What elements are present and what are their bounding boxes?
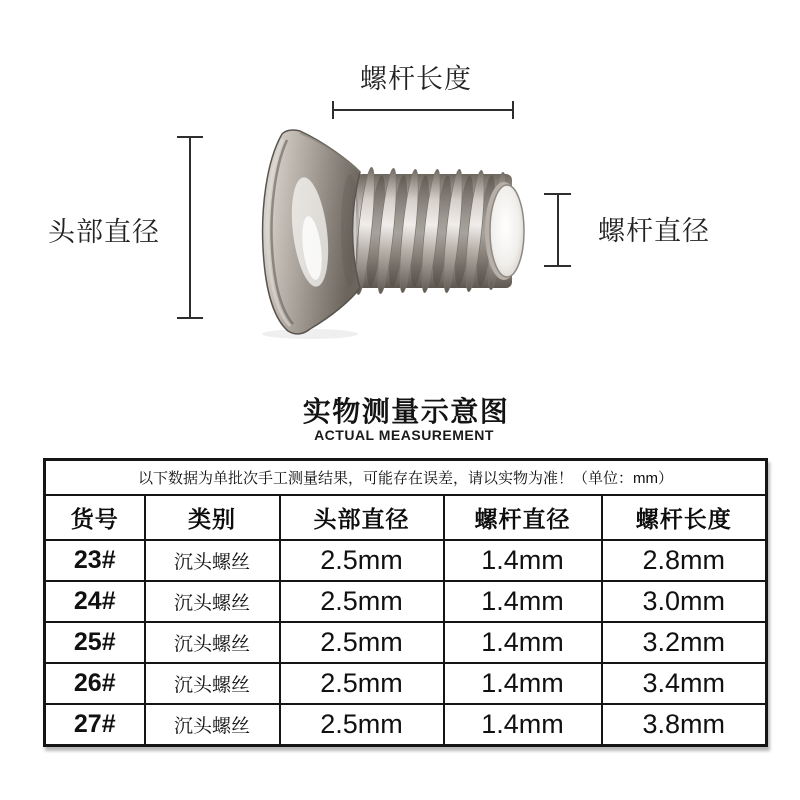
cell-rod-diameter: 1.4mm (444, 540, 602, 581)
cell-head-diameter: 2.5mm (280, 704, 444, 746)
column-header-item-no: 货号 (45, 495, 145, 540)
column-header-rod-diameter: 螺杆直径 (444, 495, 602, 540)
head-diameter-dim-tick-top (177, 136, 203, 138)
cell-category: 沉头螺丝 (145, 704, 280, 746)
head-diameter-dim-tick-bottom (177, 317, 203, 319)
rod-diameter-label: 螺杆直径 (598, 216, 710, 246)
screw-length-dim-tick-left (332, 101, 334, 119)
measurement-table (43, 458, 768, 747)
head-diameter-label: 头部直径 (48, 217, 160, 247)
cell-item-no: 24# (45, 581, 145, 622)
page-title: 实物测量示意图 (302, 396, 510, 427)
note-row (45, 460, 767, 496)
header-row (45, 495, 767, 540)
cell-rod-diameter: 1.4mm (444, 622, 602, 663)
page-subtitle: ACTUAL MEASUREMENT (314, 427, 494, 443)
cell-item-no: 27# (45, 704, 145, 746)
screw-head (263, 130, 360, 334)
countersunk-screw-photo (252, 120, 532, 342)
cell-rod-diameter: 1.4mm (444, 704, 602, 746)
table-row (45, 663, 767, 704)
cell-rod-length: 3.2mm (602, 622, 767, 663)
cell-category: 沉头螺丝 (145, 581, 280, 622)
cell-head-diameter: 2.5mm (280, 540, 444, 581)
column-header-head-diameter: 头部直径 (280, 495, 444, 540)
cell-head-diameter: 2.5mm (280, 663, 444, 704)
cell-rod-diameter: 1.4mm (444, 663, 602, 704)
table-row (45, 622, 767, 663)
screw-length-label: 螺杆长度 (360, 64, 472, 94)
cell-item-no: 25# (45, 622, 145, 663)
cell-item-no: 26# (45, 663, 145, 704)
head-diameter-dim-line (189, 137, 191, 319)
cell-category: 沉头螺丝 (145, 622, 280, 663)
cell-rod-diameter: 1.4mm (444, 581, 602, 622)
cell-rod-length: 3.8mm (602, 704, 767, 746)
cell-rod-length: 3.4mm (602, 663, 767, 704)
rod-diameter-dim-tick-top (544, 193, 571, 195)
cell-head-diameter: 2.5mm (280, 622, 444, 663)
cell-rod-length: 3.0mm (602, 581, 767, 622)
column-header-rod-length: 螺杆长度 (602, 495, 767, 540)
cell-rod-length: 2.8mm (602, 540, 767, 581)
table-row (45, 581, 767, 622)
cell-category: 沉头螺丝 (145, 540, 280, 581)
cell-category: 沉头螺丝 (145, 663, 280, 704)
table-row (45, 540, 767, 581)
screw-length-dim-tick-right (512, 101, 514, 119)
rod-diameter-dim-line (557, 194, 559, 267)
cell-head-diameter: 2.5mm (280, 581, 444, 622)
screw-length-dim-line (333, 109, 514, 111)
table-row (45, 704, 767, 746)
rod-diameter-dim-tick-bottom (544, 265, 571, 267)
column-header-category: 类别 (145, 495, 280, 540)
table-note: 以下数据为单批次手工测量结果，可能存在误差，请以实物为准！（单位：mm） (45, 460, 767, 496)
cell-item-no: 23# (45, 540, 145, 581)
